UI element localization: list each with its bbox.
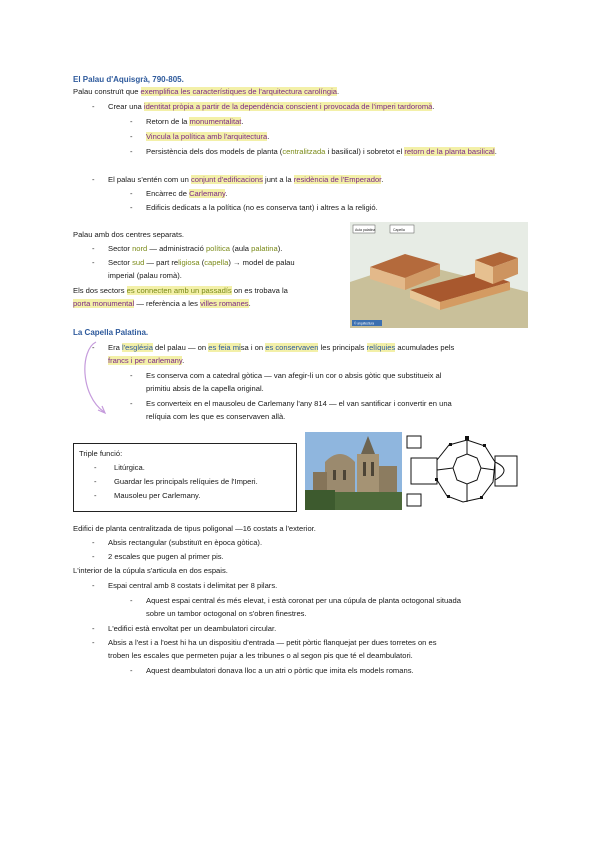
highlight-text: identitat pròpia a partir de la dependència conscient i provocada de l'imperi tardoromà bbox=[143, 102, 433, 111]
text: Persistència dels dos models de planta ( bbox=[146, 147, 283, 156]
subbullet-persistencia bbox=[146, 146, 526, 157]
text: les principals bbox=[318, 343, 367, 352]
highlight-text: Carlemany bbox=[189, 189, 226, 198]
bullet-conjunt bbox=[108, 174, 528, 185]
section-title-palau: El Palau d'Aquisgrà, 790-805. bbox=[73, 75, 184, 84]
subbullet-catedral-cont: primitiu absis de la capella original. bbox=[146, 384, 264, 393]
subbullet-politica bbox=[146, 131, 528, 142]
bullet-dash: - bbox=[92, 624, 95, 633]
floor-plan-drawing bbox=[405, 432, 529, 510]
image-label: Capella bbox=[393, 228, 405, 232]
bullet-dash: - bbox=[130, 371, 133, 380]
text: Crear una bbox=[108, 102, 144, 111]
bullet-dash: - bbox=[92, 552, 95, 561]
box-title: Triple funció: bbox=[79, 449, 123, 458]
bullet-dash: - bbox=[92, 638, 95, 647]
bullet-dash: - bbox=[130, 147, 133, 156]
highlight-text: porta monumental bbox=[73, 299, 135, 308]
bullet-espai-central: Espai central amb 8 costats i delimitat per 8 pilars. bbox=[108, 581, 278, 590]
text: acumulades pels bbox=[395, 343, 455, 352]
subbullet-edificis: Edificis dedicats a la política (no es conserva tant) i altres a la religió. bbox=[146, 203, 378, 212]
cathedral-illustration bbox=[305, 432, 402, 510]
colored-text: sud bbox=[132, 258, 145, 267]
bullet-dash: - bbox=[92, 581, 95, 590]
text: Palau construït que bbox=[73, 87, 141, 96]
palace-illustration bbox=[350, 222, 528, 328]
text: (aula bbox=[230, 244, 252, 253]
colored-text: capella bbox=[204, 258, 229, 267]
colored-text: palatina bbox=[251, 244, 278, 253]
text: junt a la bbox=[262, 175, 294, 184]
highlight-text: retorn de la planta basilical bbox=[404, 147, 495, 156]
text: Sector bbox=[108, 258, 133, 267]
bullet-dash: - bbox=[94, 491, 97, 500]
text: . bbox=[241, 117, 244, 126]
text: Retorn de la bbox=[146, 117, 190, 126]
subbullet-encarrec bbox=[146, 188, 528, 199]
subbullet-cupula-octogonal: Aquest espai central és més elevat, i està coronat per una cúpula de planta octogonal situada bbox=[146, 596, 461, 605]
subbullet-cupula-octogonal-cont: sobre un tambor octogonal on s'obren finestres. bbox=[146, 609, 307, 618]
box-item: Guardar les principals relíquies de l'Imperi. bbox=[114, 477, 258, 486]
text: . bbox=[432, 102, 435, 111]
highlight-text: es feia mi bbox=[208, 343, 241, 352]
bullet-sector-sud bbox=[108, 257, 348, 268]
floor-plan-image bbox=[405, 432, 529, 510]
para-porta bbox=[73, 298, 343, 309]
bullet-dash: - bbox=[130, 117, 133, 126]
text: . bbox=[225, 189, 228, 198]
colored-text: nord bbox=[132, 244, 148, 253]
colored-text: ligiosa bbox=[178, 258, 200, 267]
highlight-text: villes romanes bbox=[200, 299, 249, 308]
highlight-text: residència de l'Emperador bbox=[293, 175, 382, 184]
text: sa i on bbox=[240, 343, 266, 352]
text: . bbox=[248, 299, 251, 308]
bullet-entrada-cont: troben les escales que permeten pujar a les tribunes o al segon pis que té el deambulatori. bbox=[108, 651, 413, 660]
highlight-text: Vincula la política amb l'arquitectura bbox=[146, 132, 268, 141]
text: ( bbox=[199, 258, 205, 267]
bullet-sector-nord bbox=[108, 243, 338, 254]
subbullet-mausoleu-cont: relíquia com les que es conservaven allà. bbox=[146, 412, 286, 421]
bullet-deambulatori: L'edifici està envoltat per un deambulatori circular. bbox=[108, 624, 277, 633]
box-item: Mausoleu per Carlemany. bbox=[114, 491, 201, 500]
section-title-capella: La Capella Palatina. bbox=[73, 328, 149, 337]
text: Els dos sectors bbox=[73, 286, 127, 295]
cathedral-photo bbox=[305, 432, 402, 510]
triple-funcio-box bbox=[73, 443, 297, 512]
bullet-dash: - bbox=[130, 399, 133, 408]
highlight-text: francs i per carlemany bbox=[108, 356, 183, 365]
text: . bbox=[182, 356, 185, 365]
bullet-dash: - bbox=[92, 244, 95, 253]
text: i basilical) i sobretot el bbox=[325, 147, 405, 156]
bullet-dash: - bbox=[130, 596, 133, 605]
highlight-text: conjunt d'edificacions bbox=[190, 175, 263, 184]
bullet-escales: 2 escales que pugen al primer pis. bbox=[108, 552, 224, 561]
bullet-sector-sud-cont: imperial (palau romà). bbox=[108, 271, 182, 280]
highlight-text: es connecten amb un passadís bbox=[126, 286, 232, 295]
text: Sector bbox=[108, 244, 133, 253]
bullet-esglesia bbox=[108, 342, 528, 353]
text: Encàrrec de bbox=[146, 189, 190, 198]
bullet-dash: - bbox=[92, 538, 95, 547]
text: — part re bbox=[144, 258, 179, 267]
highlight-text: es conservaven bbox=[265, 343, 319, 352]
text: ) → model de palau bbox=[228, 258, 295, 267]
highlight-text: l'església bbox=[121, 343, 153, 352]
subbullet-atri: Aquest deambulatori donava lloc a un atri o pòrtic que imita els models romans. bbox=[146, 666, 414, 675]
text: Era bbox=[108, 343, 122, 352]
image-caption: © arquitectura bbox=[354, 321, 375, 326]
subbullet-monumentalitat bbox=[146, 116, 528, 127]
text: del palau — on bbox=[152, 343, 209, 352]
para-passadis bbox=[73, 285, 343, 296]
text: — administració bbox=[147, 244, 206, 253]
bullet-dash: - bbox=[92, 343, 95, 352]
bullet-identitat bbox=[108, 101, 528, 112]
bullet-esglesia-cont bbox=[108, 355, 528, 366]
box-item: Litúrgica. bbox=[114, 463, 145, 472]
highlight-text: monumentalitat bbox=[189, 117, 242, 126]
text: ). bbox=[277, 244, 283, 253]
bullet-dash: - bbox=[92, 258, 95, 267]
highlight-text: exemplifica les característiques de l'arquitectura carolíngia bbox=[140, 87, 337, 96]
bullet-dash: - bbox=[130, 203, 133, 212]
colored-text: política bbox=[205, 244, 230, 253]
text: — referència a les bbox=[134, 299, 201, 308]
text: . bbox=[267, 132, 270, 141]
bullet-dash: - bbox=[92, 175, 95, 184]
bullet-dash: - bbox=[130, 666, 133, 675]
bullet-dash: - bbox=[94, 477, 97, 486]
image-label: Aula palatina bbox=[355, 228, 376, 232]
bullet-entrada: Absis a l'est i a l'oest hi ha un dispositiu d'entrada — petit pòrtic flanquejat per dues torretes on es bbox=[108, 638, 437, 647]
intro-dos-centres: Palau amb dos centres separats. bbox=[73, 230, 185, 239]
colored-text: centralitzada bbox=[282, 147, 326, 156]
text: . bbox=[494, 147, 497, 156]
bullet-dash: - bbox=[130, 132, 133, 141]
text: on es trobava la bbox=[231, 286, 288, 295]
intro-line bbox=[73, 86, 528, 97]
subbullet-catedral: Es conserva com a catedral gòtica — van afegir-li un cor o absis gòtic que substitueix al bbox=[146, 371, 442, 380]
highlight-text: relíquies bbox=[366, 343, 396, 352]
bullet-dash: - bbox=[130, 189, 133, 198]
subbullet-mausoleu: Es converteix en el mausoleu de Carlemany l'any 814 — el van santificar i convertir en una bbox=[146, 399, 452, 408]
line-cupula: L'interior de la cúpula s'articula en dos espais. bbox=[73, 566, 228, 575]
line-planta: Edifici de planta centralitzada de tipus poligonal —16 costats a l'exterior. bbox=[73, 524, 316, 533]
bullet-dash: - bbox=[94, 463, 97, 472]
text: . bbox=[381, 175, 384, 184]
palace-reconstruction-image bbox=[350, 222, 528, 328]
bullet-absis: Absis rectangular (substituït en època gòtica). bbox=[108, 538, 263, 547]
text: . bbox=[337, 87, 340, 96]
bullet-dash: - bbox=[92, 102, 95, 111]
text: El palau s'entén com un bbox=[108, 175, 191, 184]
